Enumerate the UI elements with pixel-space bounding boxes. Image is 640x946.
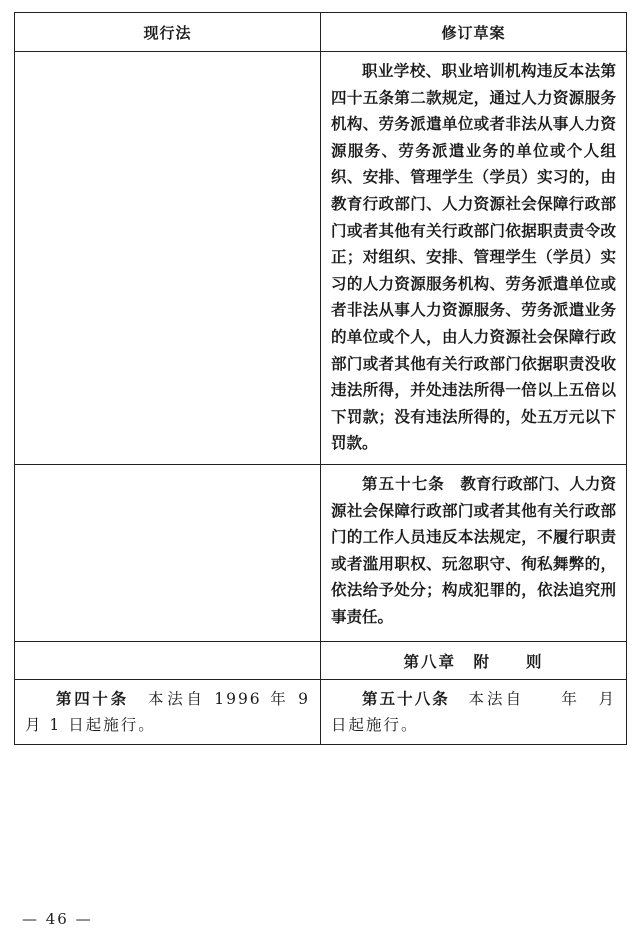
table-row — [15, 680, 627, 745]
draft-cell — [321, 680, 634, 745]
table-row — [15, 642, 627, 680]
page-number: — 46 — — [22, 910, 93, 928]
draft-article — [321, 680, 634, 744]
current-law-cell — [15, 52, 321, 465]
table-row — [15, 465, 627, 642]
article-text: 教育行政部门、人力资源社会保障行政部门或者其他有关行政部门的工作人员违反本法规定，不履行职责或者滥用职权、玩忽职守、徇私舞弊的，依法给予处分；构成犯罪的，依法追究刑事责任。 — [331, 475, 616, 626]
header-current-law: 现行法 — [15, 13, 321, 52]
table-header-row — [15, 13, 627, 52]
current-law-cell — [15, 465, 321, 642]
table-row — [15, 52, 627, 465]
article-number: 第四十条 — [56, 690, 129, 708]
draft-article — [321, 465, 626, 637]
current-law-text — [15, 52, 320, 64]
comparison-table — [14, 12, 634, 745]
current-law-article — [15, 680, 320, 744]
draft-text: 职业学校、职业培训机构违反本法第四十五条第二款规定，通过人力资源服务机构、劳务派遣单位或者非法从事人力资源服务、劳务派遣业务的单位或个人组织、安排、管理学生（学员）实习的，由教育行政部门、人力资源社会保障行政部门或者其他有关行政部门依据职责责令改正；对组织、安排、管理学生（学员）实习的人力资源服务机构、劳务派遣单位或者非法从事人力资源服务、劳务派遣业务的单位或个人，由人力资源社会保障行政部门或者其他有关行政部门依据职责没收违法所得，并处违法所得一倍以上五倍以下罚款；没有违法所得的，处五万元以下罚款。 — [331, 62, 616, 453]
article-text: 本法自 年 月 日起施行。 — [331, 690, 634, 734]
article-number: 第五十七条 — [362, 475, 445, 493]
draft-cell — [321, 465, 627, 642]
header-revised-draft: 修订草案 — [321, 13, 627, 52]
draft-cell — [321, 52, 627, 465]
article-text: 本法自 1996 年 9 月 1 日起施行。 — [25, 690, 310, 734]
article-number: 第五十八条 — [362, 690, 450, 708]
current-law-text — [15, 642, 320, 654]
chapter-heading: 第八章 附 则 — [321, 642, 627, 680]
current-law-cell — [15, 642, 321, 680]
current-law-text — [15, 465, 320, 477]
current-law-cell — [15, 680, 321, 745]
